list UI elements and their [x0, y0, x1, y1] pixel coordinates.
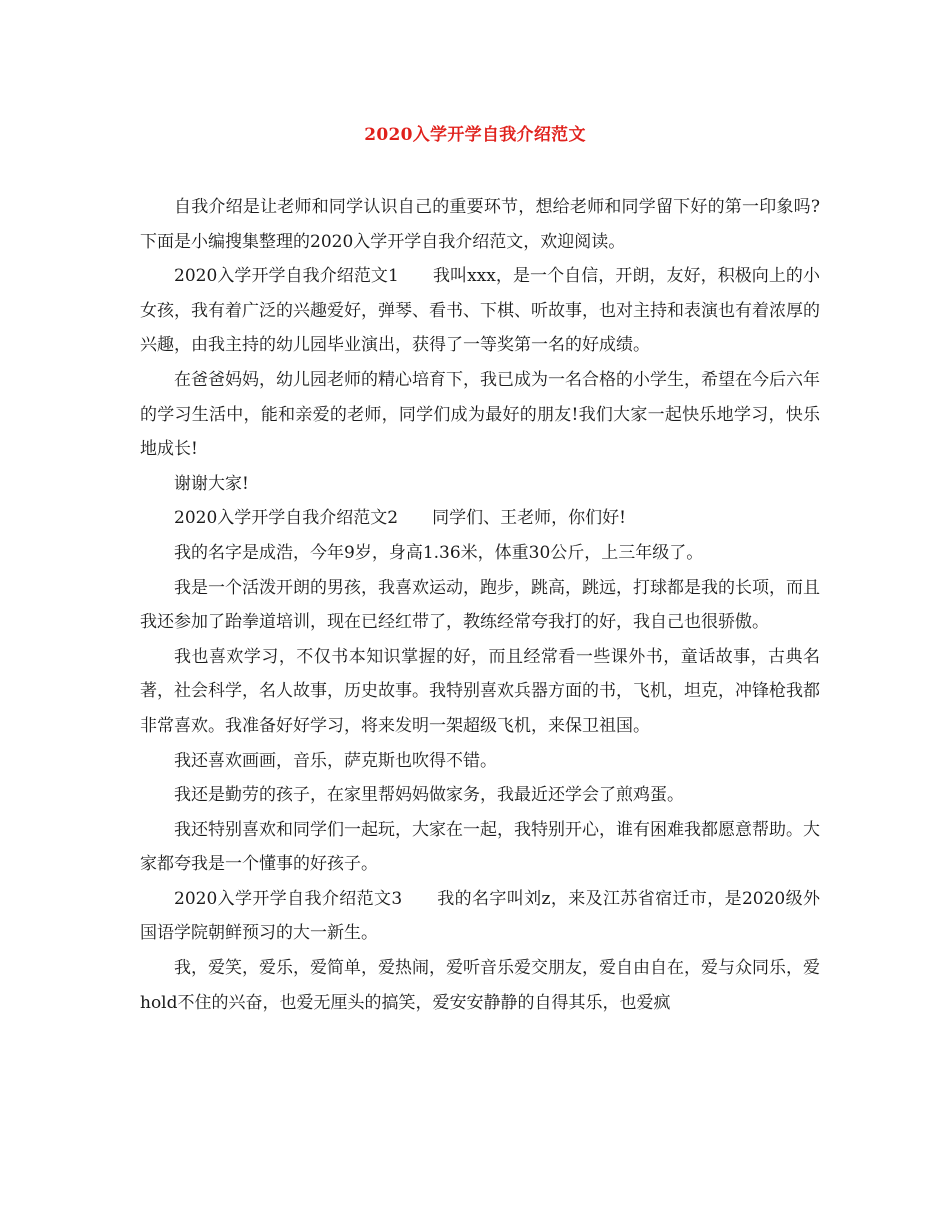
paragraph-sample-3-likes: 我，爱笑，爱乐，爱简单，爱热闹，爱听音乐爱交朋友，爱自由自在，爱与众同乐，爱hold不住的兴奋，也爱无厘头的搞笑，爱安安静静的自得其乐，也爱疯: [140, 958, 820, 1013]
paragraph-sample-1-thanks: 谢谢大家!: [174, 473, 249, 494]
paragraph-sample-2-hobbies: 我还喜欢画画，音乐，萨克斯也吹得不错。: [174, 750, 497, 771]
paragraph-sample-2: 2020入学开学自我介绍范文2 同学们、王老师，你们好!: [174, 508, 626, 529]
paragraph-sample-2-chores: 我还是勤劳的孩子，在家里帮妈妈做家务，我最近还学会了煎鸡蛋。: [174, 785, 684, 806]
paragraph-sample-2-study: 我也喜欢学习，不仅书本知识掌握的好，而且经常看一些课外书，童话故事，古典名著，社会科学，名人故事，历史故事。我特别喜欢兵器方面的书，飞机，坦克，冲锋枪我都非常喜欢。我准备好好学习，将来发明一架超级飞机，来保卫祖国。: [140, 646, 820, 736]
paragraph-sample-1-hope: 在爸爸妈妈，幼儿园老师的精心培育下，我已成为一名合格的小学生，希望在今后六年的学习生活中，能和亲爱的老师，同学们成为最好的朋友!我们大家一起快乐地学习，快乐地成长!: [140, 369, 820, 460]
document-body: [140, 190, 820, 1020]
paragraph-intro: 自我介绍是让老师和同学认识自己的重要环节，想给老师和同学留下好的第一印象吗?下面是小编搜集整理的2020入学开学自我介绍范文，欢迎阅读。: [140, 197, 820, 252]
paragraph-sample-3: 2020入学开学自我介绍范文3 我的名字叫刘z，来及江苏省宿迁市，是2020级外国语学院朝鲜预习的大一新生。: [140, 888, 820, 944]
document-title: 2020入学开学自我介绍范文: [364, 125, 586, 145]
paragraph-sample-2-sports: 我是一个活泼开朗的男孩，我喜欢运动，跑步，跳高，跳远，打球都是我的长项，而且我还参加了跆拳道培训，现在已经红带了，教练经常夸我打的好，我自己也很骄傲。: [140, 577, 820, 633]
paragraph-sample-1: 2020入学开学自我介绍范文1 我叫xxx，是一个自信，开朗，友好，积极向上的小女孩，我有着广泛的兴趣爱好，弹琴、看书、下棋、听故事，也对主持和表演也有着浓厚的兴趣，由我主持的幼儿园毕业演出，获得了一等奖第一名的好成绩。: [140, 266, 820, 356]
paragraph-sample-2-friends: 我还特别喜欢和同学们一起玩，大家在一起，我特别开心，谁有困难我都愿意帮助。大家都夸我是一个懂事的好孩子。: [140, 819, 820, 875]
paragraph-sample-2-name: 我的名字是成浩，今年9岁，身高1.36米，体重30公斤，上三年级了。: [174, 542, 704, 563]
